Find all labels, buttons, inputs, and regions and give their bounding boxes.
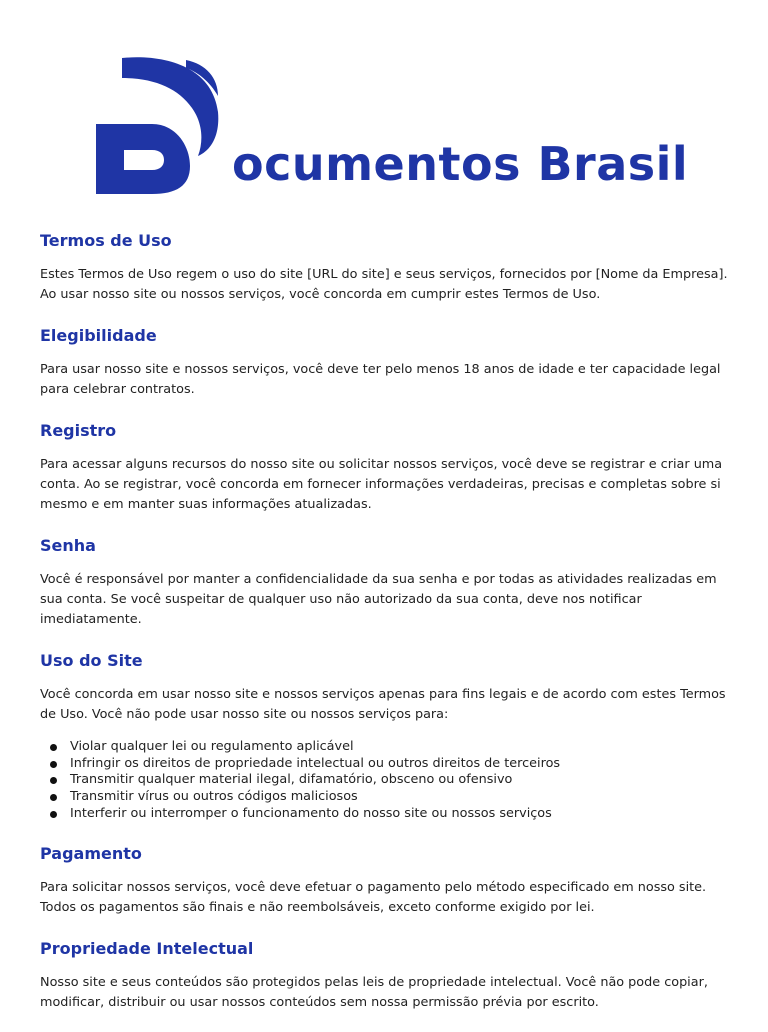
section-propriedade-intelectual xyxy=(40,937,732,1013)
section-paragraph: Estes Termos de Uso regem o uso do site [URL do site] e seus serviços, fornecidos por [Nome da Empresa]. Ao usar nosso site ou nossos serviços, você concorda em cumprir estes Termos de Uso. xyxy=(40,267,728,302)
list-item: Interferir ou interromper o funcionamento do nosso site ou nossos serviços xyxy=(70,806,732,823)
logo xyxy=(94,56,694,196)
document-body xyxy=(40,229,732,1032)
section-uso-do-site xyxy=(40,649,732,823)
logo-wordmark: ocumentos Brasil xyxy=(232,137,689,191)
section-heading: Senha xyxy=(40,536,96,555)
list-item: Violar qualquer lei ou regulamento aplicável xyxy=(70,739,732,756)
section-senha xyxy=(40,534,732,630)
list-item: Transmitir vírus ou outros códigos maliciosos xyxy=(70,789,732,806)
section-heading: Elegibilidade xyxy=(40,326,157,345)
section-elegibilidade xyxy=(40,324,732,400)
section-heading: Propriedade Intelectual xyxy=(40,938,254,958)
section-paragraph: Você concorda em usar nosso site e nossos serviços apenas para fins legais e de acordo com estes Termos de Uso. Você não pode usar nosso site ou nossos serviços para: xyxy=(40,687,726,722)
section-paragraph: Você é responsável por manter a confidencialidade da sua senha e por todas as atividades realizadas em sua conta. Se você suspeitar de qualquer uso não autorizado da sua conta, deve nos notificar imediatamente. xyxy=(40,572,717,627)
section-paragraph: Nosso site e seus conteúdos são protegidos pelas leis de propriedade intelectual. Você não pode copiar, modificar, distribuir ou usar nossos conteúdos sem nossa permissão prévia por escrito. xyxy=(40,974,708,1010)
section-paragraph: Para solicitar nossos serviços, você deve efetuar o pagamento pelo método especificado em nosso site. Todos os pagamentos são finais e não reembolsáveis, exceto conforme exigido por lei. xyxy=(40,879,707,915)
section-paragraph: Para acessar alguns recursos do nosso site ou solicitar nossos serviços, você deve se registrar e criar uma conta. Ao se registrar, você concorda em fornecer informações verdadeiras, precisas e completas sobre si mesmo e em manter suas informações atualizadas. xyxy=(40,457,723,512)
logo-d-mark xyxy=(94,56,234,196)
bullet-list xyxy=(40,739,732,823)
section-paragraph: Para usar nosso site e nossos serviços, você deve ter pelo menos 18 anos de idade e ter capacidade legal para celebrar contratos. xyxy=(40,362,721,397)
list-item: Transmitir qualquer material ilegal, difamatório, obsceno ou ofensivo xyxy=(70,772,732,789)
section-registro xyxy=(40,419,732,515)
section-heading: Termos de Uso xyxy=(40,231,172,250)
section-termos-de-uso xyxy=(40,229,732,305)
list-item: Infringir os direitos de propriedade intelectual ou outros direitos de terceiros xyxy=(70,756,732,773)
section-heading: Uso do Site xyxy=(40,651,143,670)
section-heading: Pagamento xyxy=(40,843,142,863)
section-pagamento xyxy=(40,842,732,918)
section-heading: Registro xyxy=(40,421,117,440)
